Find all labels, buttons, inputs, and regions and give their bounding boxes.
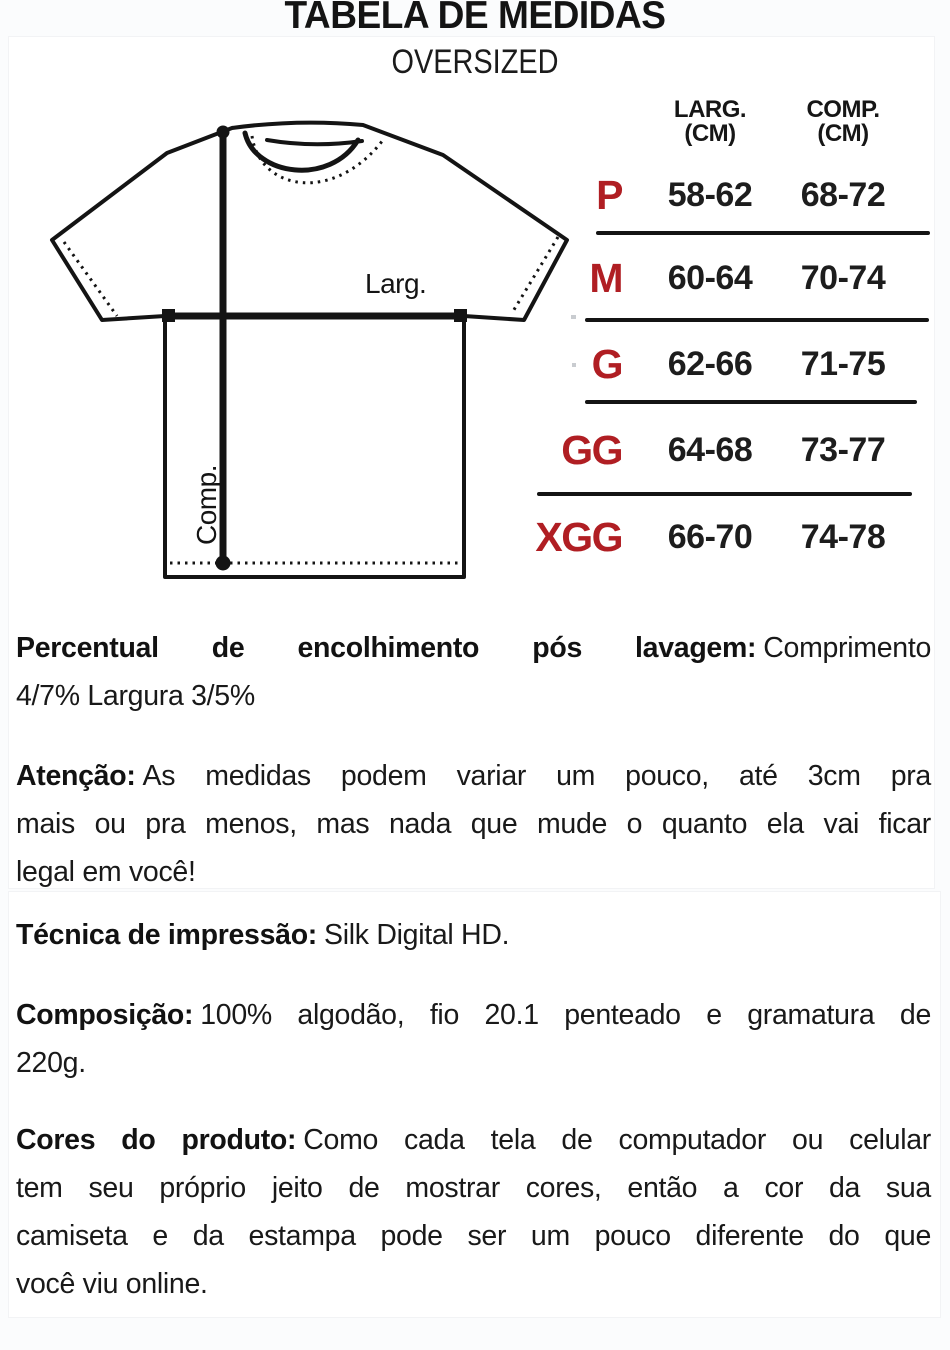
text-line: camiseta e da estampa pode ser um pouco diferente do que	[16, 1220, 931, 1252]
larg-value-g: 62-66	[667, 345, 753, 383]
text-line: Cores do produto: Como cada tela de computador ou celular	[16, 1124, 931, 1156]
width-measure-right-dot	[454, 309, 467, 322]
table-divider	[596, 231, 930, 235]
text-line: você viu online.	[16, 1268, 208, 1300]
page-subtitle: OVERSIZED	[391, 43, 559, 81]
comp-value-p: 68-72	[800, 176, 886, 214]
text-line: 220g.	[16, 1047, 86, 1079]
text-line: tem seu próprio jeito de mostrar cores, então a cor da sua	[16, 1172, 931, 1204]
size-label-xgg: XGG	[535, 514, 622, 560]
print-technique-section	[16, 911, 931, 959]
length-measure-label: Comp.	[191, 465, 222, 545]
print-artifact-dot	[571, 315, 576, 319]
composition-section	[16, 991, 931, 1087]
table-header-comp-unit: (CM)	[817, 120, 869, 147]
table-divider	[537, 492, 912, 496]
size-label-p: P	[596, 172, 622, 218]
page-title: TABELA DE MEDIDAS	[284, 0, 666, 37]
size-label-gg: GG	[561, 427, 622, 473]
size-label-g: G	[591, 341, 622, 387]
larg-value-m: 60-64	[667, 259, 753, 297]
comp-value-g: 71-75	[800, 345, 886, 383]
print-artifact-dot	[572, 363, 576, 367]
shrinkage-label: Percentual de encolhimento pós lavagem:	[16, 632, 757, 664]
text-line: Percentual de encolhimento pós lavagem: Comprimento	[16, 632, 931, 664]
table-header-larg-unit: (CM)	[684, 120, 736, 147]
colors-label: Cores do produto:	[16, 1124, 297, 1156]
comp-value-gg: 73-77	[800, 431, 886, 469]
text-line: Técnica de impressão: Silk Digital HD.	[16, 919, 510, 951]
larg-value-p: 58-62	[667, 176, 753, 214]
technique-label: Técnica de impressão:	[16, 919, 317, 951]
text-line: Composição: 100% algodão, fio 20.1 penteado e gramatura de	[16, 999, 931, 1031]
larg-value-gg: 64-68	[667, 431, 753, 469]
size-label-m: M	[589, 255, 622, 301]
length-measure-top-dot	[217, 126, 230, 139]
width-measure-left-dot	[162, 309, 175, 322]
collar	[267, 140, 362, 144]
table-header-comp-title: COMP.	[806, 96, 880, 123]
product-colors-section	[16, 1116, 931, 1308]
text-line: 4/7% Largura 3/5%	[16, 680, 255, 712]
text-line: Atenção: As medidas podem variar um pouco, até 3cm pra	[16, 760, 931, 792]
collar-front	[245, 133, 358, 170]
text-line: mais ou pra menos, mas nada que mude o quanto ela vai ficar	[16, 808, 931, 840]
text-line: legal em você!	[16, 856, 196, 888]
table-header-comp	[763, 98, 923, 146]
attention-section	[16, 752, 931, 896]
larg-value-xgg: 66-70	[667, 518, 753, 556]
comp-value-xgg: 74-78	[800, 518, 886, 556]
width-measure-label: Larg.	[365, 268, 427, 299]
comp-value-m: 70-74	[800, 259, 886, 297]
shrinkage-section	[16, 624, 931, 720]
table-divider	[585, 400, 917, 404]
attention-label: Atenção:	[16, 760, 136, 792]
table-divider	[585, 318, 929, 322]
table-header-larg-title: LARG.	[673, 96, 747, 123]
composition-label: Composição:	[16, 999, 194, 1031]
